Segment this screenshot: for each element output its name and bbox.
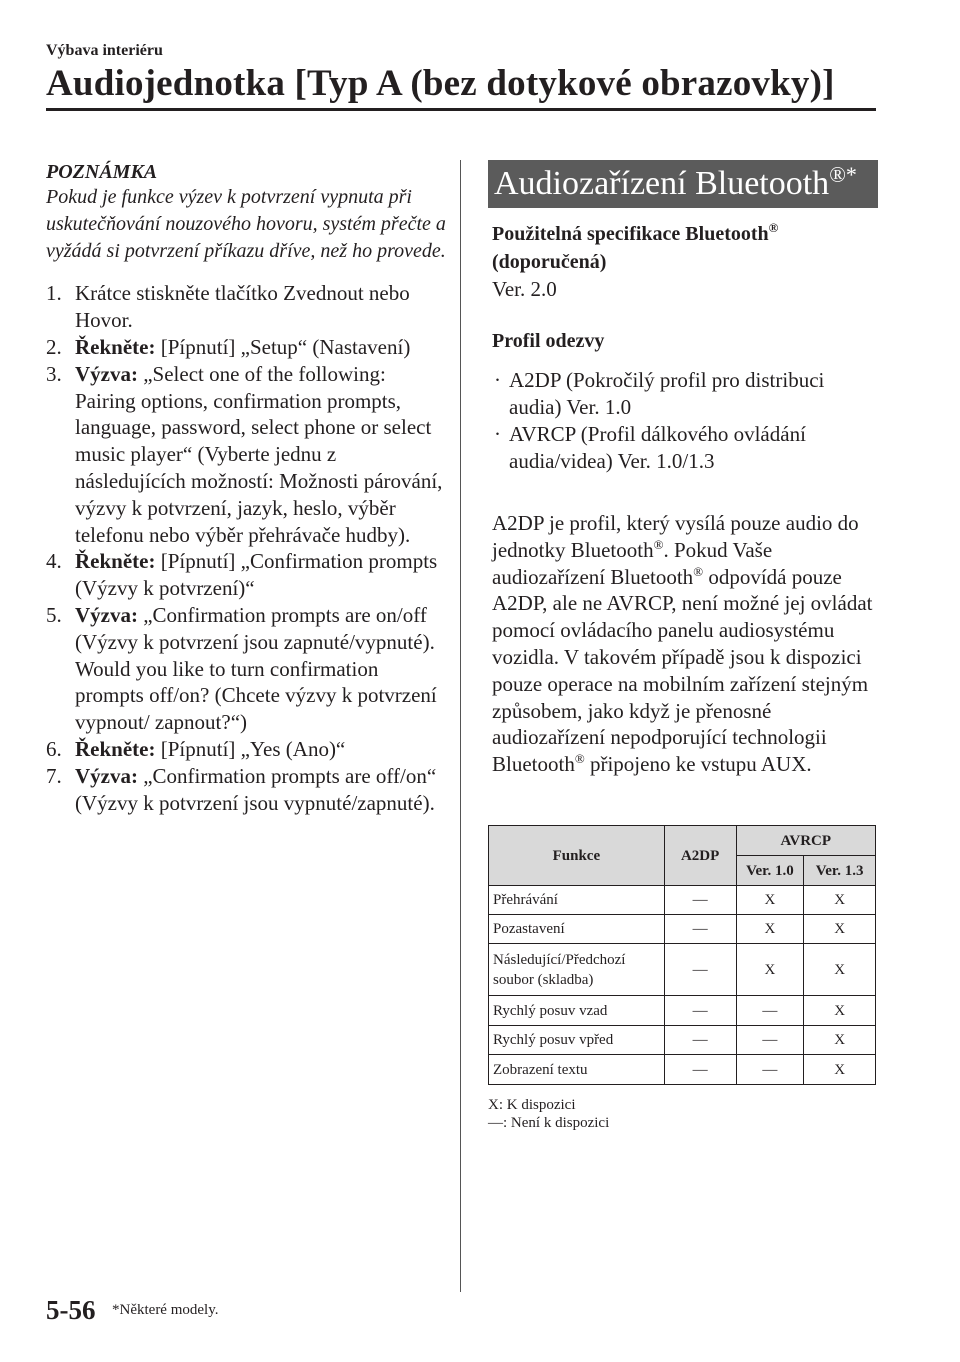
step-keyword: Výzva: — [75, 602, 138, 627]
cell-v10: X — [736, 886, 804, 915]
legend-available: X: K dispozici — [488, 1097, 576, 1113]
header-funkce: Funkce — [489, 826, 665, 886]
spec-heading — [492, 220, 778, 276]
header-divider — [46, 108, 876, 111]
cell-function: Rychlý posuv vpřed — [489, 1026, 665, 1055]
section-banner — [488, 160, 878, 208]
step-6 — [46, 736, 446, 763]
registered-mark: ® — [574, 751, 585, 767]
cell-function: Přehrávání — [489, 886, 665, 915]
table-row — [489, 1026, 876, 1055]
cell-v13: X — [804, 886, 876, 915]
step-number: 5. — [46, 602, 62, 627]
step-number: 3. — [46, 361, 62, 386]
cell-v10: X — [736, 944, 804, 996]
registered-mark: ® — [693, 563, 704, 579]
page-title: Audiojednotka [Typ A (bez dotykové obrazovky)] — [46, 63, 835, 104]
step-keyword: Řekněte: — [75, 736, 156, 761]
cell-a2dp: — — [664, 996, 736, 1026]
cell-v10: — — [736, 996, 804, 1026]
header-ver-1-3: Ver. 1.3 — [804, 856, 876, 886]
profile-item — [492, 367, 872, 421]
header-avrcp: AVRCP — [736, 826, 875, 856]
step-text: Krátce stiskněte tlačítko Zvednout nebo Hovor. — [75, 281, 410, 333]
step-number: 7. — [46, 763, 62, 788]
step-number: 2. — [46, 334, 62, 359]
para-text: A2DP je profil, který vysílá pouze audio do jednotky Bluetooth — [492, 511, 859, 562]
step-number: 1. — [46, 281, 62, 306]
step-keyword: Řekněte: — [75, 549, 156, 574]
footnote: *Některé modely. — [112, 1302, 219, 1318]
cell-function: Následující/Předchozí soubor (skladba) — [489, 944, 665, 996]
cell-a2dp: — — [664, 944, 736, 996]
para-text: připojeno ke vstupu AUX. — [584, 752, 812, 777]
cell-a2dp: — — [664, 1026, 736, 1055]
table-row — [489, 996, 876, 1026]
step-text: „Confirmation prompts are off/on“ (Výzvy k potvrzení jsou vypnuté/zapnuté). — [75, 763, 437, 815]
cell-function: Pozastavení — [489, 915, 665, 944]
cell-a2dp: — — [664, 915, 736, 944]
step-keyword: Výzva: — [75, 361, 138, 386]
cell-v13: X — [804, 1026, 876, 1055]
cell-v13: X — [804, 915, 876, 944]
header-ver-1-0: Ver. 1.0 — [736, 856, 804, 886]
left-column — [46, 160, 446, 816]
cell-v13: X — [804, 996, 876, 1026]
profile-line: AVRCP (Profil dálkového ovládání — [509, 422, 806, 446]
page-number: 5-56 — [46, 1295, 96, 1325]
spec-version: Ver. 2.0 — [492, 277, 557, 301]
profile-item — [492, 421, 872, 475]
table-row — [489, 944, 876, 996]
section-label: Výbava interiéru — [46, 42, 163, 59]
para-text: . Pokud Vaše audiozařízení Bluetooth — [492, 537, 773, 589]
cell-v13: X — [804, 944, 876, 996]
profile-line: audia/videa) Ver. 1.0/1.3 — [509, 448, 715, 473]
step-5 — [46, 602, 446, 736]
step-keyword: Řekněte: — [75, 334, 156, 359]
note-text: Pokud je funkce výzev k potvrzení vypnuta při uskutečňování nouzového hovoru, systém přečte a vyžádá si potvrzení příkazu dříve, než ho provede. — [46, 186, 446, 262]
step-text: [Pípnutí] „Yes (Ano)“ — [155, 736, 346, 761]
legend-unavailable: —: Není k dispozici — [488, 1115, 610, 1131]
table-row — [489, 915, 876, 944]
cell-a2dp: — — [664, 1055, 736, 1085]
step-number: 4. — [46, 549, 62, 574]
step-4 — [46, 548, 446, 602]
cell-function: Zobrazení textu — [489, 1055, 665, 1085]
registered-mark: ® — [768, 220, 779, 235]
column-divider — [460, 160, 461, 1292]
para-text: odpovídá pouze A2DP, ale ne AVRCP, není možné jej ovládat pomocí ovládacího panelu audiosystému vozidla. V takovém případě jsou k dispozici pouze operace na mobilním zařízení stejným způsobem, jako když je přenosné audiozařízení nepodporující technologii Bluetooth — [492, 564, 873, 777]
step-keyword: Výzva: — [75, 763, 138, 788]
bullet-icon: · — [494, 422, 501, 446]
step-1 — [46, 280, 446, 334]
spec-heading-text: Použitelná specifikace Bluetooth — [492, 223, 769, 245]
cell-v10: — — [736, 1055, 804, 1085]
spec-heading-text-2: (doporučená) — [492, 251, 607, 273]
step-7 — [46, 763, 446, 817]
banner-mark: ®* — [829, 162, 857, 187]
cell-v10: X — [736, 915, 804, 944]
a2dp-paragraph — [492, 510, 874, 778]
step-text: „Select one of the following: Pairing options, confirmation prompts, language, password, select phone or select music player“ (Vyberte jednu z následujících možností: Možnosti párování, výzvy k potvrzení, jazyk, heslo, výběr telefonu nebo výběr přehrávače hudby). — [75, 361, 443, 547]
step-text: [Pípnutí] „Confirmation prompts (Výzvy k potvrzení)“ — [75, 549, 438, 601]
step-text: [Pípnutí] „Setup“ (Nastavení) — [155, 334, 411, 359]
bullet-icon: · — [494, 368, 501, 392]
profile-line: A2DP (Pokročilý profil pro distribuci — [509, 368, 825, 392]
profile-line: audia) Ver. 1.0 — [509, 394, 632, 419]
header-a2dp: A2DP — [664, 826, 736, 886]
cell-function: Rychlý posuv vzad — [489, 996, 665, 1026]
note-title: POZNÁMKA — [46, 161, 158, 183]
cell-v10: — — [736, 1026, 804, 1055]
banner-text: Audiozařízení Bluetooth — [494, 165, 830, 202]
profile-heading: Profil odezvy — [492, 330, 605, 352]
step-number: 6. — [46, 736, 62, 761]
table-row — [489, 1055, 876, 1085]
step-3 — [46, 361, 446, 549]
table-row — [489, 886, 876, 915]
table-legend — [488, 1096, 609, 1132]
function-table — [488, 825, 876, 1085]
step-2 — [46, 334, 446, 361]
cell-a2dp: — — [664, 886, 736, 915]
registered-mark: ® — [653, 536, 664, 552]
step-text: „Confirmation prompts are on/off (Výzvy k potvrzení jsou zapnuté/vypnuté). Would you like to turn confirmation prompts off/on? (Chcete výzvy k potvrzení vypnout/ zapnout?“) — [75, 602, 437, 735]
cell-v13: X — [804, 1055, 876, 1085]
